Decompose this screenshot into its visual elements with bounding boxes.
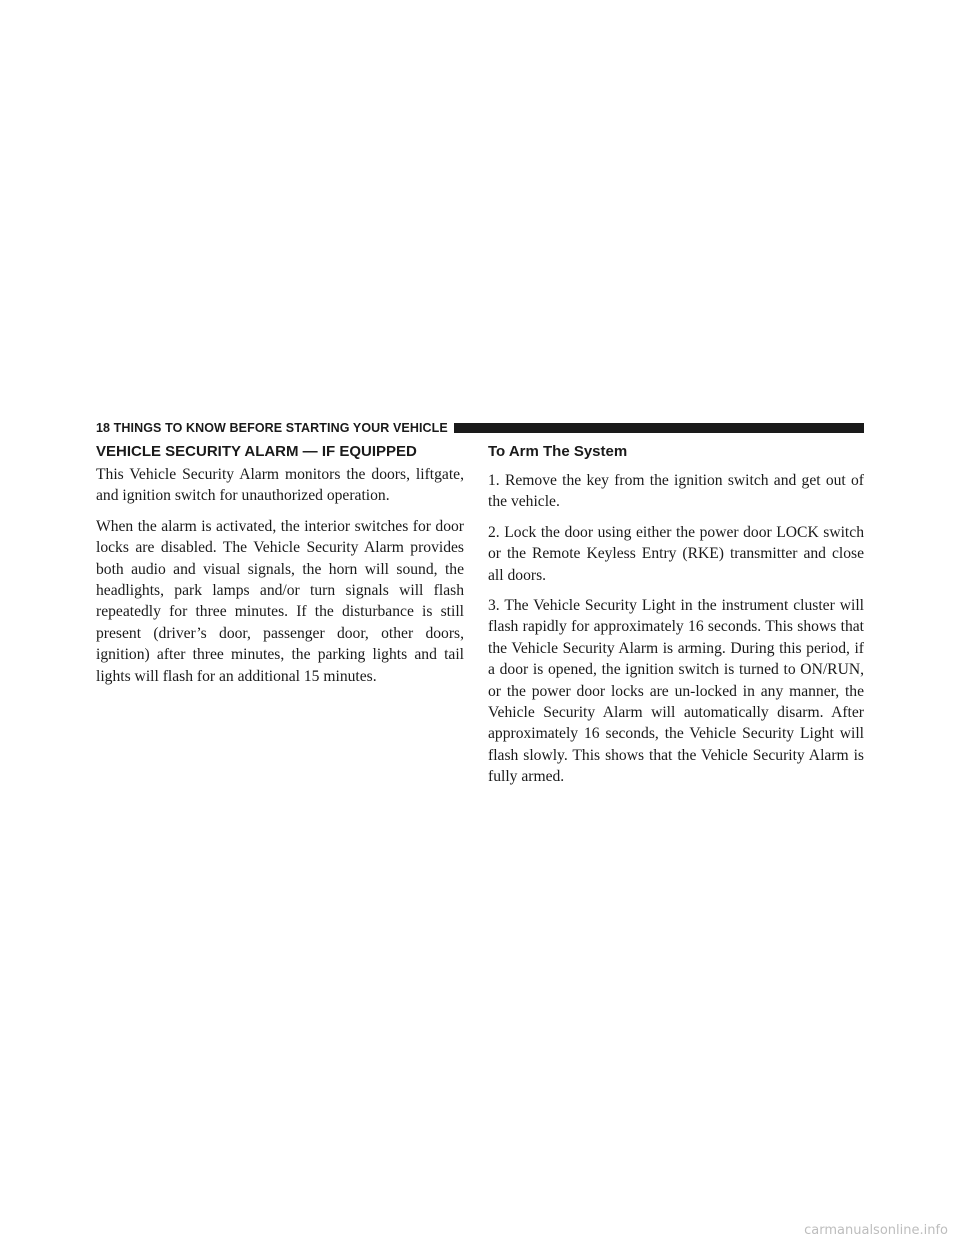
step-2: 2. Lock the door using either the power door LOCK switch or the Remote Keyless Entry (RKE) transmitter and close all doors. [488,523,864,584]
paragraph: This Vehicle Security Alarm monitors the doors, liftgate, and ignition switch for unauthorized operation. [96,466,464,505]
right-column [488,442,864,797]
step-3: 3. The Vehicle Security Light in the instrument cluster will flash rapidly for approximately 16 seconds. This shows that the Vehicle Security Alarm is arming. During this period, if a door is opened, the ignition switch is turned to ON/RUN, or the power door locks are un-locked in any manner, the Vehicle Security Alarm will automatically disarm. After approximately 16 seconds, the Vehicle Security Light will flash slowly. This shows that the Vehicle Security Alarm is fully armed. [488,597,864,786]
watermark: carmanualsonline.info [804,1223,948,1238]
page-number-and-chapter: 18 THINGS TO KNOW BEFORE STARTING YOUR VEHICLE [96,421,448,435]
header-rule [454,423,864,433]
page-header [96,418,864,438]
left-column [96,442,464,696]
section-title-security-alarm: VEHICLE SECURITY ALARM — IF EQUIPPED [96,443,417,460]
subsection-title-arm-system: To Arm The System [488,443,628,460]
paragraph: When the alarm is activated, the interior switches for door locks are disabled. The Vehicle Security Alarm provides both audio and visual signals, the horn will sound, the headlights, park lamps and/or turn signals will flash repeatedly for three minutes. If the disturbance is still present (driver’s door, passenger door, other doors, ignition) after three minutes, the parking lights and tail lights will flash for an additional 15 minutes. [96,517,464,685]
step-1: 1. Remove the key from the ignition switch and get out of the vehicle. [488,472,864,511]
